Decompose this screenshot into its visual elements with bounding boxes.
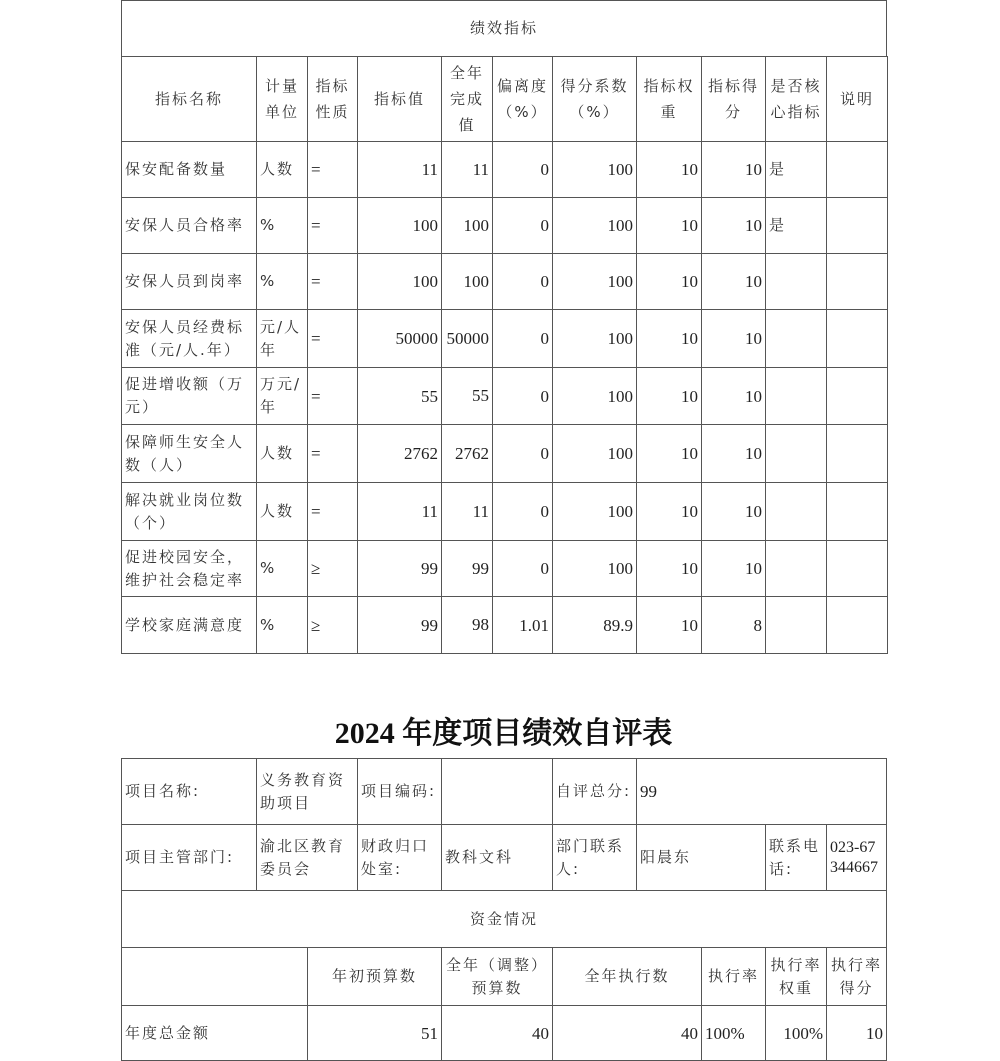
- funds-section-title: 资金情况: [121, 890, 887, 948]
- cell-coef: 100: [552, 482, 637, 541]
- cell-nature: =: [307, 141, 358, 198]
- cell-name: 解决就业岗位数（个）: [121, 482, 257, 541]
- cell-deviation: 0: [492, 197, 553, 254]
- cell-target: 55: [357, 367, 442, 425]
- cell-unit: 万元/年: [256, 367, 308, 425]
- cell-score: 10: [701, 253, 766, 310]
- header-score-coef: 得分系数（%）: [552, 56, 637, 142]
- cell-weight: 10: [636, 540, 702, 597]
- cell-unit: 元/人年: [256, 309, 308, 368]
- cell-score: 10: [701, 424, 766, 483]
- dept-value: 渝北区教育委员会: [256, 824, 358, 891]
- cell-weight: 10: [636, 596, 702, 654]
- project-code-value: [441, 758, 553, 825]
- funds-header-rate-weight: 执行率权重: [765, 947, 827, 1006]
- cell-actual: 50000: [441, 309, 493, 368]
- cell-note: [826, 253, 888, 310]
- cell-target: 99: [357, 540, 442, 597]
- cell-deviation: 0: [492, 482, 553, 541]
- cell-core: 是: [765, 197, 827, 254]
- cell-core: [765, 253, 827, 310]
- header-target-value: 指标值: [357, 56, 442, 142]
- cell-core: [765, 424, 827, 483]
- cell-deviation: 0: [492, 141, 553, 198]
- funds-header-adjusted: 全年（调整）预算数: [441, 947, 553, 1006]
- cell-weight: 10: [636, 197, 702, 254]
- cell-name: 保障师生安全人数（人）: [121, 424, 257, 483]
- cell-name: 安保人员经费标准（元/人.年）: [121, 309, 257, 368]
- contact-label: 部门联系人:: [552, 824, 637, 891]
- header-unit: 计量单位: [256, 56, 308, 142]
- cell-nature: =: [307, 253, 358, 310]
- cell-deviation: 0: [492, 253, 553, 310]
- cell-actual: 100: [441, 197, 493, 254]
- header-indicator-name: 指标名称: [121, 56, 257, 142]
- total-score-value: 99: [636, 758, 887, 825]
- cell-note: [826, 367, 888, 425]
- cell-core: [765, 482, 827, 541]
- phone-label: 联系电话:: [765, 824, 827, 891]
- funds-row-executed: 40: [552, 1005, 702, 1061]
- cell-note: [826, 309, 888, 368]
- cell-nature: =: [307, 482, 358, 541]
- cell-weight: 10: [636, 367, 702, 425]
- cell-name: 学校家庭满意度: [121, 596, 257, 654]
- header-deviation: 偏离度（%）: [492, 56, 553, 142]
- header-core-indicator: 是否核心指标: [765, 56, 827, 142]
- total-score-label: 自评总分:: [552, 758, 637, 825]
- cell-name: 安保人员合格率: [121, 197, 257, 254]
- cell-actual: 100: [441, 253, 493, 310]
- cell-deviation: 0: [492, 540, 553, 597]
- cell-core: 是: [765, 141, 827, 198]
- cell-nature: ≥: [307, 596, 358, 654]
- funds-header-initial: 年初预算数: [307, 947, 442, 1006]
- cell-actual: 11: [441, 141, 493, 198]
- cell-weight: 10: [636, 141, 702, 198]
- header-nature: 指标性质: [307, 56, 358, 142]
- cell-nature: =: [307, 309, 358, 368]
- cell-nature: =: [307, 424, 358, 483]
- cell-target: 100: [357, 197, 442, 254]
- cell-weight: 10: [636, 482, 702, 541]
- cell-core: [765, 367, 827, 425]
- cell-name: 促进校园安全，维护社会稳定率: [121, 540, 257, 597]
- funds-row-rate: 100%: [701, 1005, 766, 1061]
- cell-target: 100: [357, 253, 442, 310]
- cell-deviation: 0: [492, 309, 553, 368]
- cell-actual: 2762: [441, 424, 493, 483]
- funds-header-rate-score: 执行率得分: [826, 947, 887, 1006]
- cell-target: 99: [357, 596, 442, 654]
- cell-nature: =: [307, 367, 358, 425]
- header-note: 说明: [826, 56, 888, 142]
- header-weight: 指标权重: [636, 56, 702, 142]
- cell-name: 促进增收额（万元）: [121, 367, 257, 425]
- cell-coef: 100: [552, 253, 637, 310]
- cell-coef: 100: [552, 424, 637, 483]
- cell-coef: 100: [552, 367, 637, 425]
- cell-coef: 100: [552, 197, 637, 254]
- cell-actual: 11: [441, 482, 493, 541]
- header-score: 指标得分: [701, 56, 766, 142]
- finance-office-value: 教科文科: [441, 824, 553, 891]
- phone-value: 023-67344667: [826, 824, 887, 891]
- project-code-label: 项目编码:: [357, 758, 442, 825]
- cell-target: 2762: [357, 424, 442, 483]
- page-title: 2024 年度项目绩效自评表: [334, 717, 673, 750]
- header-actual-value: 全年完成值: [441, 56, 493, 142]
- cell-score: 10: [701, 141, 766, 198]
- cell-note: [826, 424, 888, 483]
- cell-actual: 55: [441, 367, 493, 425]
- funds-header-rate: 执行率: [701, 947, 766, 1006]
- cell-note: [826, 596, 888, 654]
- cell-coef: 100: [552, 540, 637, 597]
- cell-unit: %: [256, 253, 308, 310]
- cell-unit: 人数: [256, 141, 308, 198]
- cell-target: 11: [357, 482, 442, 541]
- cell-core: [765, 596, 827, 654]
- cell-deviation: 0: [492, 424, 553, 483]
- finance-office-label: 财政归口处室:: [357, 824, 442, 891]
- project-name-label: 项目名称:: [121, 758, 257, 825]
- cell-unit: 人数: [256, 424, 308, 483]
- cell-unit: %: [256, 596, 308, 654]
- contact-value: 阳晨东: [636, 824, 766, 891]
- cell-note: [826, 197, 888, 254]
- cell-nature: =: [307, 197, 358, 254]
- cell-note: [826, 540, 888, 597]
- funds-row-adjusted: 40: [441, 1005, 553, 1061]
- cell-score: 10: [701, 482, 766, 541]
- funds-header-blank: [121, 947, 308, 1006]
- cell-weight: 10: [636, 309, 702, 368]
- cell-deviation: 1.01: [492, 596, 553, 654]
- cell-name: 安保人员到岗率: [121, 253, 257, 310]
- cell-unit: %: [256, 540, 308, 597]
- cell-core: [765, 540, 827, 597]
- cell-score: 10: [701, 540, 766, 597]
- section-title-performance: 绩效指标: [121, 0, 887, 57]
- cell-score: 10: [701, 197, 766, 254]
- cell-core: [765, 309, 827, 368]
- cell-weight: 10: [636, 424, 702, 483]
- dept-label: 项目主管部门:: [121, 824, 257, 891]
- cell-coef: 89.9: [552, 596, 637, 654]
- funds-row-label: 年度总金额: [121, 1005, 308, 1061]
- cell-actual: 98: [441, 596, 493, 654]
- cell-target: 11: [357, 141, 442, 198]
- cell-note: [826, 141, 888, 198]
- cell-deviation: 0: [492, 367, 553, 425]
- funds-row-rate-score: 10: [826, 1005, 887, 1061]
- cell-score: 8: [701, 596, 766, 654]
- cell-actual: 99: [441, 540, 493, 597]
- funds-row-rate-weight: 100%: [765, 1005, 827, 1061]
- cell-coef: 100: [552, 141, 637, 198]
- cell-score: 10: [701, 309, 766, 368]
- cell-score: 10: [701, 367, 766, 425]
- project-name-value: 义务教育资助项目: [256, 758, 358, 825]
- funds-header-executed: 全年执行数: [552, 947, 702, 1006]
- cell-unit: %: [256, 197, 308, 254]
- cell-coef: 100: [552, 309, 637, 368]
- cell-note: [826, 482, 888, 541]
- cell-name: 保安配备数量: [121, 141, 257, 198]
- cell-weight: 10: [636, 253, 702, 310]
- cell-unit: 人数: [256, 482, 308, 541]
- funds-row-initial: 51: [307, 1005, 442, 1061]
- cell-target: 50000: [357, 309, 442, 368]
- cell-nature: ≥: [307, 540, 358, 597]
